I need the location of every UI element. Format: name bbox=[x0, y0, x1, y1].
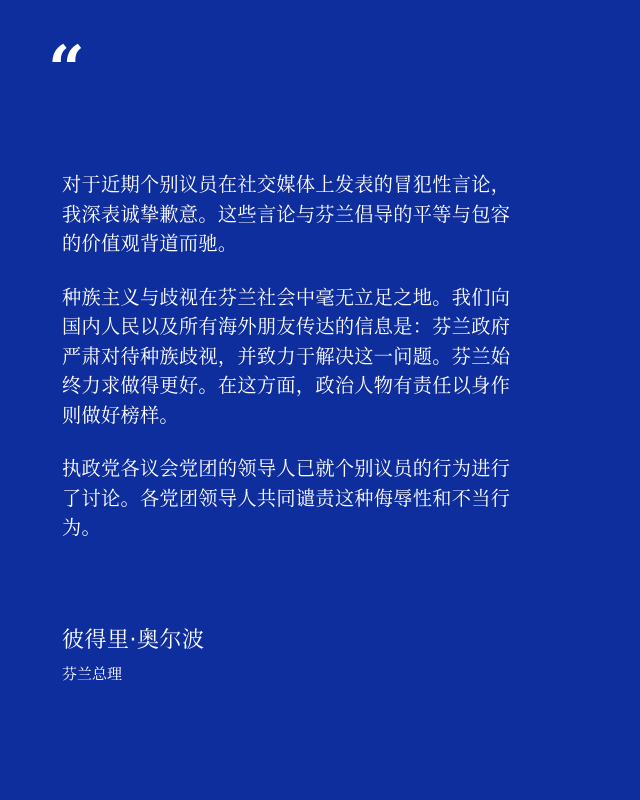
statement-paragraph-2: 种族主义与歧视在芬兰社会中毫无立足之地。我们向 国内人民以及所有海外朋友传达的信息是：芬兰政府 严肃对待种族歧视，并致力于解决这一问题。芬兰始 终力求做得更好。在这方面，政治人物有责任以身作 则做好榜样。 bbox=[62, 285, 511, 427]
statement-paragraph-1: 对于近期个别议员在社交媒体上发表的冒犯性言论， 我深表诚挚歉意。这些言论与芬兰倡导的平等与包容 的价值观背道而驰。 bbox=[62, 173, 511, 255]
statement-body bbox=[62, 170, 602, 567]
signature-title: 芬兰总理 bbox=[62, 665, 123, 683]
signature-name: 彼得里·奥尔波 bbox=[62, 628, 205, 653]
quote-mark: “ bbox=[48, 32, 81, 107]
statement-paragraph-3: 执政党各议会党团的领导人已就个别议员的行为进行 了讨论。各党团领导人共同谴责这种侮辱性和不当行 为。 bbox=[62, 457, 511, 539]
signature-block bbox=[62, 626, 205, 686]
